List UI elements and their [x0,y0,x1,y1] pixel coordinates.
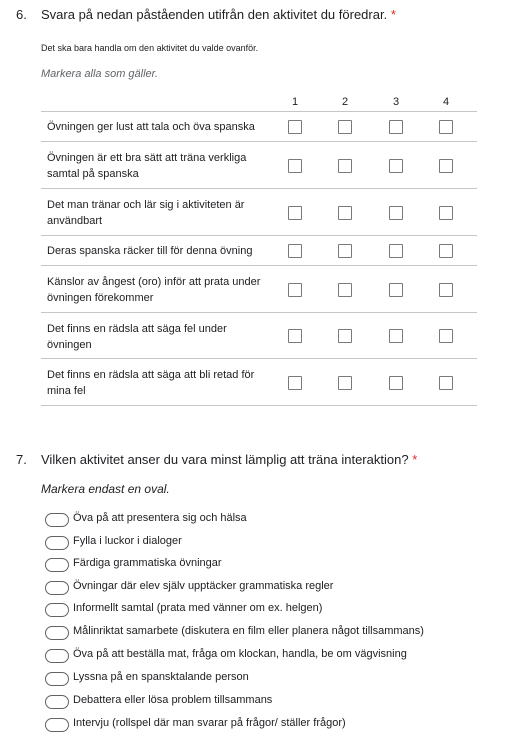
grid-row [41,312,477,359]
grid-checkbox[interactable] [389,329,403,343]
oval-radio[interactable] [45,536,69,550]
grid-row-label: Det finns en rädsla att säga att bli retad för mina fel [47,369,255,397]
grid-column-1: 1 [291,96,299,108]
grid-checkbox[interactable] [439,159,453,173]
grid-checkbox[interactable] [338,206,352,220]
grid-checkbox[interactable] [389,120,403,134]
grid-row [41,188,477,236]
grid-row-label: Det man tränar och lär sig i aktiviteten är användbart [47,199,245,227]
radio-option-label: Debattera eller lösa problem tillsammans [73,694,273,706]
grid-column-4: 4 [442,96,450,108]
oval-radio[interactable] [45,718,69,732]
radio-option-label: Målinriktat samarbete (diskutera en film eller planera något tillsammans) [73,625,424,637]
grid-checkbox[interactable] [439,206,453,220]
grid-checkbox[interactable] [338,283,352,297]
oval-radio[interactable] [45,649,69,663]
question-6-number: 6. [16,7,27,22]
radio-option-label: Informellt samtal (prata med vänner om ex. helgen) [73,602,323,614]
grid-checkbox[interactable] [439,120,453,134]
grid-row [41,358,477,406]
question-6-title-text: Svara på nedan påståenden utifrån den aktivitet du föredrar. [41,7,388,22]
question-7-number: 7. [16,452,27,467]
question-6-instruction: Markera alla som gäller. [41,68,158,80]
grid-checkbox[interactable] [288,159,302,173]
grid-row-label: Övningen ger lust att tala och öva spanska [47,121,255,133]
radio-option-label: Lyssna på en spansktalande person [73,671,249,683]
radio-option-label: Öva på att beställa mat, fråga om klockan, handla, be om vägvisning [73,648,407,660]
grid-checkbox[interactable] [389,283,403,297]
grid-checkbox[interactable] [338,329,352,343]
radio-option-label: Fylla i luckor i dialoger [73,535,182,547]
grid-row-label: Känslor av ångest (oro) inför att prata under övningen förekommer [47,276,261,304]
grid-row [41,141,477,189]
grid-checkbox[interactable] [439,329,453,343]
grid-row [41,235,477,266]
oval-radio[interactable] [45,603,69,617]
grid-column-2: 2 [341,96,349,108]
oval-radio[interactable] [45,513,69,527]
question-6-helper: Det ska bara handla om den aktivitet du valde ovanför. [41,43,259,53]
grid-bottom-divider [41,405,477,406]
grid-row [41,265,477,313]
oval-radio[interactable] [45,695,69,709]
required-asterisk: * [390,7,396,22]
oval-radio[interactable] [45,672,69,686]
question-7-instruction: Markera endast en oval. [41,482,170,496]
grid-checkbox[interactable] [288,376,302,390]
grid-checkbox[interactable] [288,329,302,343]
grid-row-label: Deras spanska räcker till för denna övning [47,245,253,257]
grid-checkbox[interactable] [288,283,302,297]
radio-option-label: Öva på att presentera sig och hälsa [73,512,247,524]
radio-option-label: Färdiga grammatiska övningar [73,557,222,569]
grid-checkbox[interactable] [288,120,302,134]
grid-checkbox[interactable] [338,159,352,173]
grid-checkbox[interactable] [439,376,453,390]
grid-checkbox[interactable] [338,120,352,134]
grid-checkbox[interactable] [288,206,302,220]
grid-column-3: 3 [392,96,400,108]
oval-radio[interactable] [45,558,69,572]
grid-checkbox[interactable] [389,376,403,390]
grid-checkbox[interactable] [439,244,453,258]
grid-checkbox[interactable] [439,283,453,297]
question-7-title-text: Vilken aktivitet anser du vara minst lämplig att träna interaktion? [41,452,409,467]
question-6-title [41,7,396,22]
radio-option-label: Övningar där elev själv upptäcker grammatiska regler [73,580,334,592]
question-7-title [41,452,417,467]
oval-radio[interactable] [45,581,69,595]
grid-checkbox[interactable] [338,244,352,258]
oval-radio[interactable] [45,626,69,640]
required-asterisk: * [412,452,418,467]
grid-row-label: Övningen är ett bra sätt att träna verkliga samtal på spanska [47,152,247,180]
grid-checkbox[interactable] [389,159,403,173]
radio-option-label: Intervju (rollspel där man svarar på frågor/ ställer frågor) [73,717,346,729]
grid-checkbox[interactable] [338,376,352,390]
grid-row-label: Det finns en rädsla att säga fel under övningen [47,323,227,351]
grid-checkbox[interactable] [389,244,403,258]
grid-row [41,111,477,142]
grid-checkbox[interactable] [389,206,403,220]
grid-checkbox[interactable] [288,244,302,258]
